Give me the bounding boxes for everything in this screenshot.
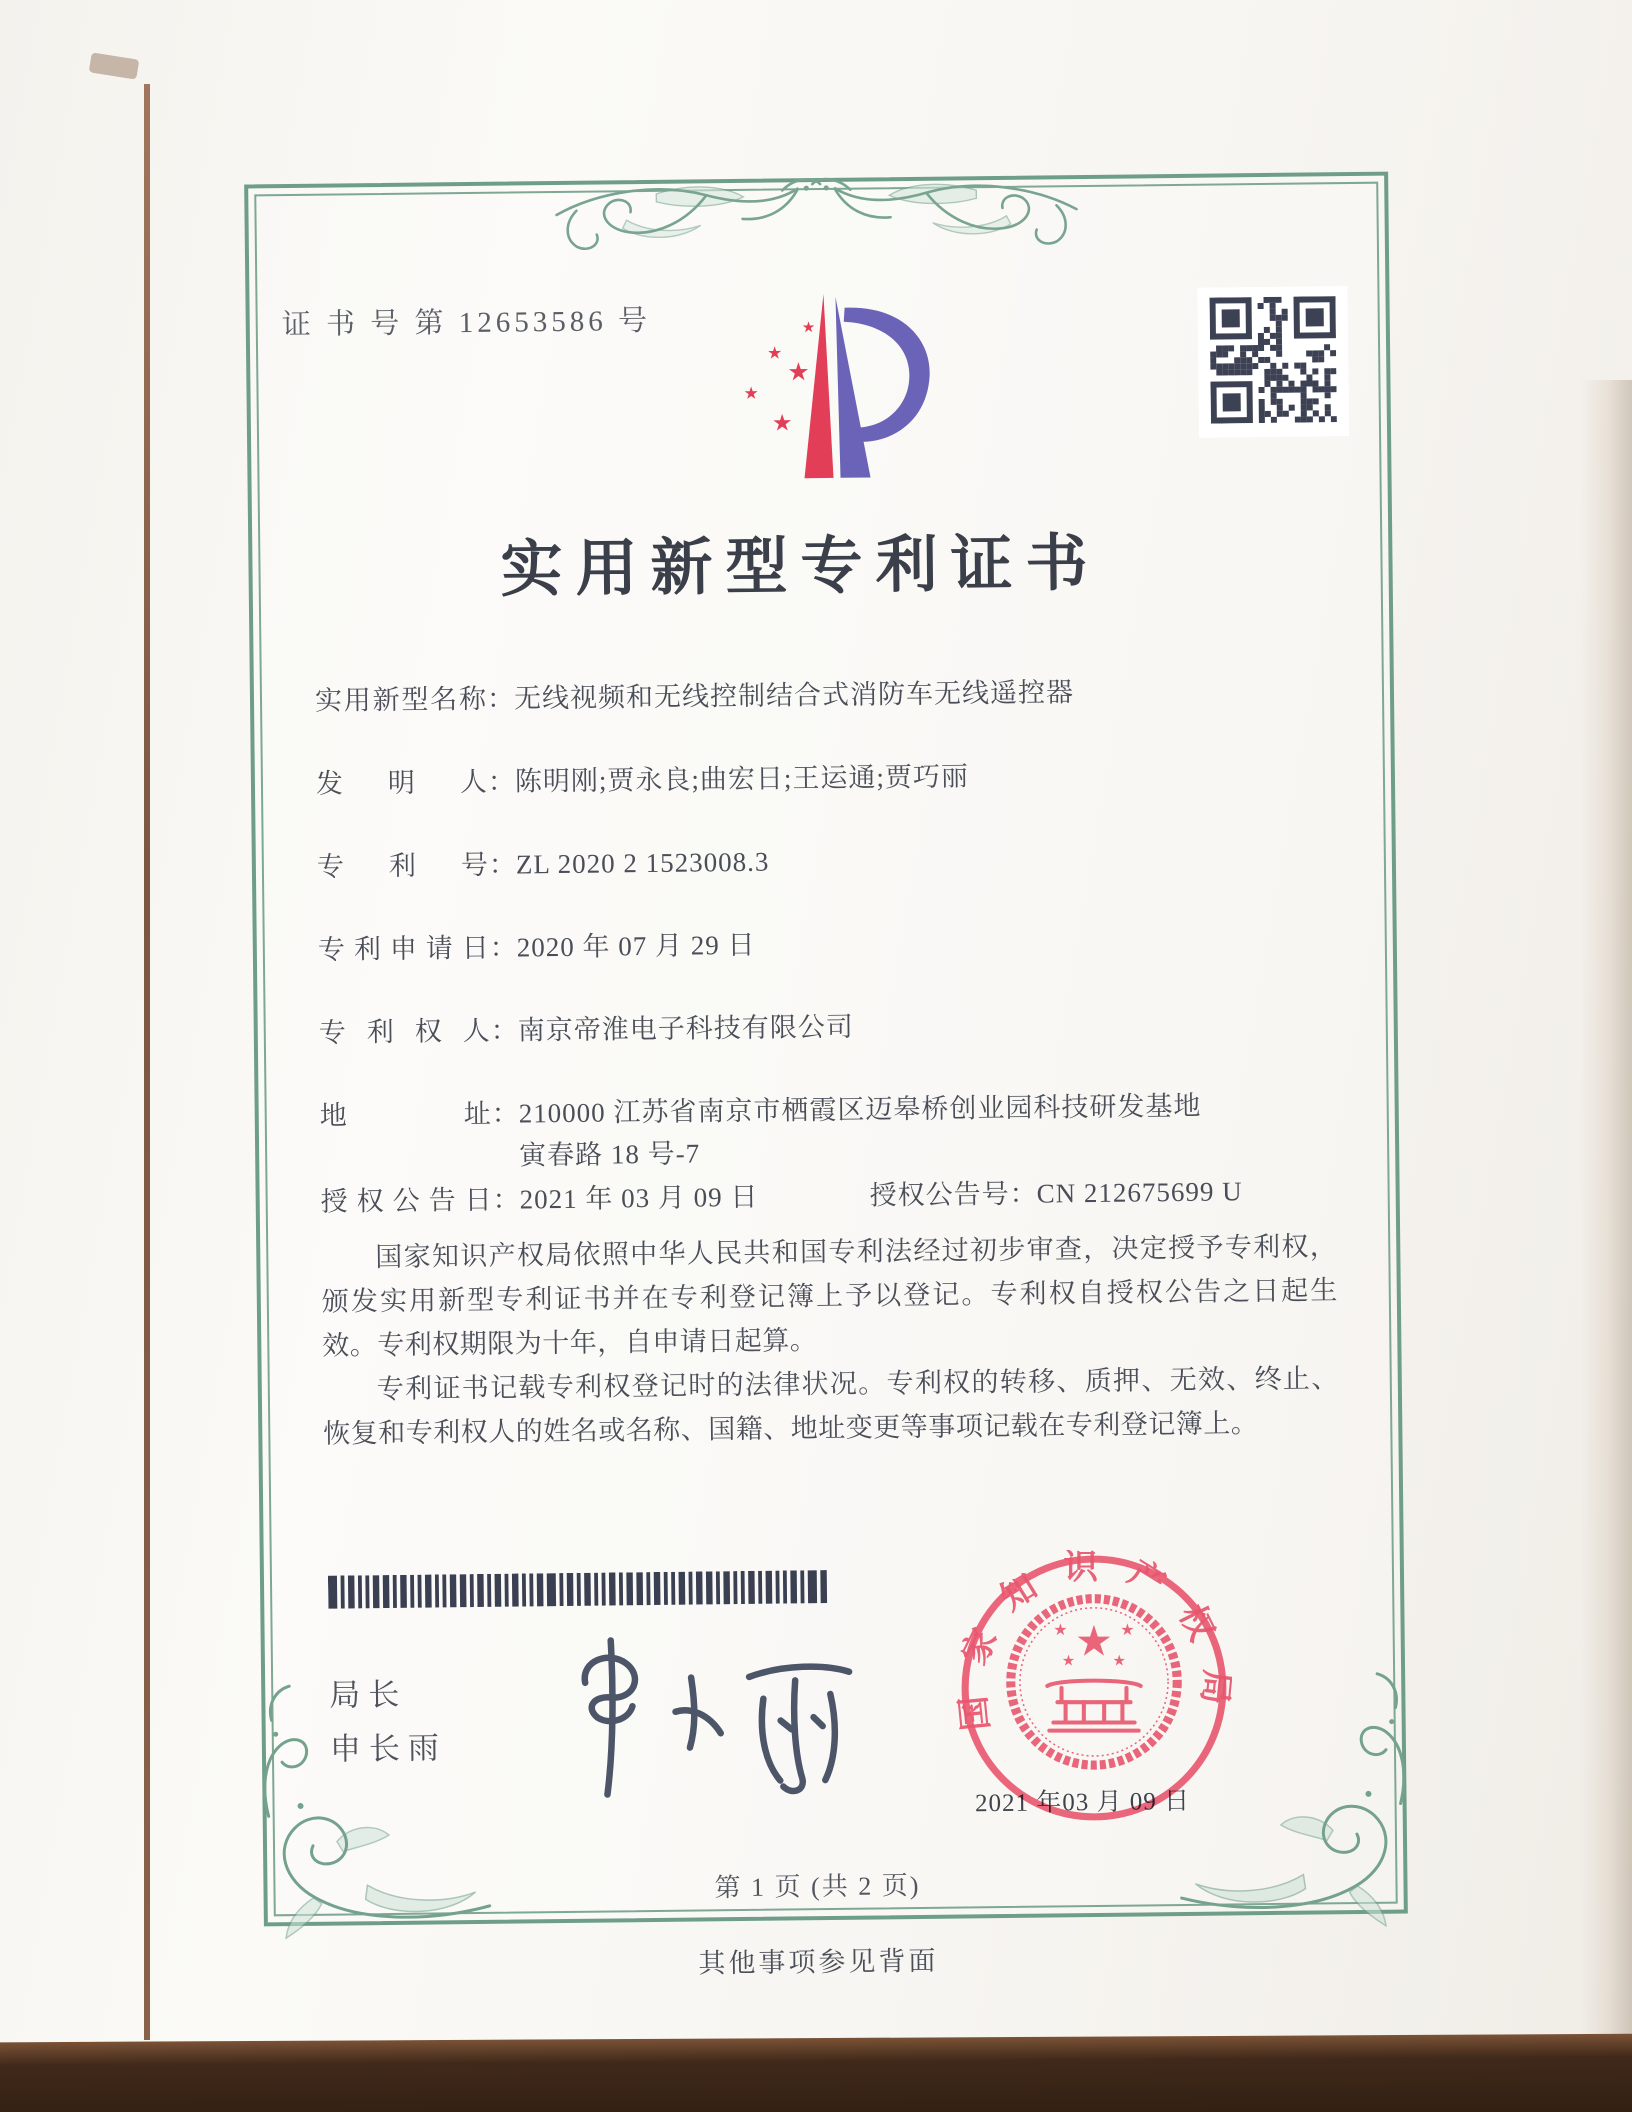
field-row-patent-no <box>317 836 1333 886</box>
field-label: 发明人 <box>315 766 489 799</box>
field-row-address-line2 <box>320 1127 1336 1177</box>
field-label: 专利号 <box>316 849 490 882</box>
field-colon: ： <box>487 766 517 797</box>
field-row-name <box>315 670 1331 720</box>
seal-ring-text: 国家知识产权局 <box>956 1550 1232 1733</box>
logo-star-icon: ★ <box>801 320 816 337</box>
field-value: 无线视频和无线控制结合式消防车无线遥控器 <box>513 677 1075 714</box>
cnipa-logo-icon <box>704 279 936 497</box>
logo-star-icon: ★ <box>743 383 759 403</box>
logo-star-icon: ★ <box>787 359 810 387</box>
field-colon: ： <box>488 849 518 880</box>
book-spine-edge <box>144 84 150 2040</box>
book-corner-shadow <box>89 52 140 79</box>
field-row-filing-date <box>318 919 1334 969</box>
field-row-inventors <box>316 753 1332 803</box>
back-side-note: 其他事项参见背面 <box>698 1945 939 1979</box>
field-label: 授权公告日 <box>320 1184 493 1217</box>
dragon-scroll-ornament <box>536 147 1097 277</box>
field-value: 南京帝淮电子科技有限公司 <box>517 1011 854 1046</box>
barcode <box>328 1570 828 1610</box>
director-signature <box>533 1622 865 1811</box>
field-row-patentee <box>319 1002 1335 1052</box>
field-label: 专利申请日 <box>317 932 491 965</box>
field-value: ZL 2020 2 1523008.3 <box>515 846 770 880</box>
field-label: 实用新型名称 <box>314 683 488 716</box>
field-colon: ： <box>486 683 516 714</box>
grant-date-value: 2021 年 03 月 09 日 <box>519 1181 759 1215</box>
field-label: 地址 <box>319 1098 492 1131</box>
certificate-frame <box>244 172 1408 1979</box>
legal-paragraph-1: 国家知识产权局依照中华人民共和国专利法经过初步审查，决定授予专利权，颁发实用新型专利证书并在专利登记簿上予以登记。专利权自授权公告之日起生效。专利权期限为十年，自申请日起算。 <box>321 1231 1338 1361</box>
field-colon: ： <box>489 932 518 963</box>
field-colon: ： <box>491 1098 520 1129</box>
legal-paragraph-2: 专利证书记载专利权登记时的法律状况。专利权的转移、质押、无效、终止、恢复和专利权人的姓名或名称、国籍、地址变更等事项记载在专利登记簿上。 <box>323 1363 1339 1449</box>
field-label: 专利权人 <box>318 1015 491 1048</box>
field-rows <box>315 670 1337 1220</box>
field-label: 授权公告号 <box>869 1178 1010 1211</box>
director-title-label: 局长 <box>329 1676 408 1713</box>
field-value: 210000 江苏省南京市栖霞区迈皋桥创业园科技研发基地 <box>518 1090 1202 1129</box>
logo-star-icon: ★ <box>766 343 783 363</box>
field-row-address <box>320 1085 1336 1135</box>
field-row-grant <box>320 1171 1336 1221</box>
seal-star-icon: ★ <box>1053 1621 1068 1640</box>
grant-number-group <box>869 1172 1242 1214</box>
field-value: 2020 年 07 月 29 日 <box>516 929 756 963</box>
seal-star-icon: ★ <box>1074 1618 1114 1666</box>
qr-code <box>1197 286 1349 438</box>
seal-star-icon: ★ <box>1061 1652 1076 1670</box>
seal-date: 2021 年03 月 09 日 <box>974 1788 1191 1818</box>
book-bottom-edge <box>0 2034 1632 2112</box>
official-seal <box>956 1550 1232 1826</box>
legal-text <box>321 1224 1339 1456</box>
page-indicator: 第 1 页 (共 2 页) <box>714 1870 921 1903</box>
seal-star-icon: ★ <box>1120 1621 1135 1640</box>
field-colon: ： <box>490 1015 519 1046</box>
field-colon: ： <box>492 1184 521 1215</box>
field-value: 陈明刚;贾永良;曲宏日;王运通;贾巧丽 <box>514 761 970 797</box>
field-colon: ： <box>1009 1178 1038 1209</box>
certificate-title: 实用新型专利证书 <box>500 529 1101 605</box>
logo-star-icon: ★ <box>771 410 793 436</box>
seal-star-icon: ★ <box>1112 1652 1127 1670</box>
seal-gate-icon <box>1047 1681 1140 1731</box>
director-name-label: 申长雨 <box>329 1730 448 1767</box>
grant-number-value: CN 212675699 U <box>1036 1176 1243 1209</box>
certificate-number: 证 书 号 第 12653586 号 <box>281 304 652 342</box>
field-value: 寅春路 18 号-7 <box>519 1138 701 1171</box>
page-right-shadow <box>1580 380 1632 2060</box>
